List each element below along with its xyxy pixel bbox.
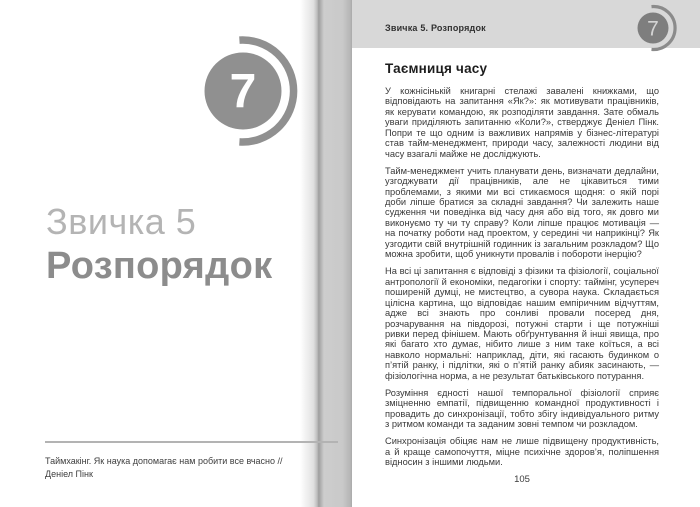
chapter-title: Розпорядок xyxy=(46,245,273,287)
source-credit-line2: Деніел Пінк xyxy=(45,469,93,479)
footer-divider xyxy=(45,441,338,443)
paragraph: Розуміння єдності нашої темпоральної фізіології сприяє зміцненню емпатії, підвищенню командної продуктивності і провадить до синхронізації, тобто збігу індивідуального ритму з ритмом команди та заданим зовні темпом чи розкладом. xyxy=(385,387,659,430)
chapter-label: Звичка 5 xyxy=(46,201,197,242)
paragraph: Синхронізація обіцяє нам не лише підвищену продуктивність, а й краще самопочуття, міцне психічне здоров’я, поліпшення відносин з іншими людьми. xyxy=(385,436,659,467)
left-page xyxy=(0,0,322,507)
chapter-badge-small-icon xyxy=(627,2,679,54)
paragraph: Тайм-менеджмент учить планувати день, визначати дедлайни, узгоджувати дії працівників, але не цікавиться тими проблемами, з якими ми всі стикаємося щодня: о якій порі доби ліпше братися за складні завдання? Чи залежить наше судження чи поведінка від часу дня або від того, як довго ми виконуємо ту чи ту справу? Коли ліпше працює мотивація — на початку роботи над проектом, у середині чи наприкінці? Як узгодити свій внутрішній годинник із загальним розкладом? Що можна зробити, щоб уникнути провалів і побороти інерцію? xyxy=(385,165,659,260)
paragraph: На всі ці запитання є відповіді з фізики та фізіології, соціальної антропології й економіки, педагогіки і спорту: таймінг, усупереч поширеній думці, не мистецтво, а сувора наука. Складається цілісна картина, що відповідає нашим емпіричним відчуттям, адже всі знають про сонливі провали посеред дня, розчарування на півдорозі, потужні старти і ще потужніші ривки перед фінішем. Мають обґрунтування й інші явища, про які багато хто думає, нібито лише з ним таке коїться, а всі навколо нормальні: наприклад, діти, які гасають будинком о п’ятій ранку, і підлітки, які о п’ятій ранку абияк засинають, — фізіологічна норма, а не результат батьківського потурання. xyxy=(385,266,659,381)
chapter-badge-icon xyxy=(182,30,304,152)
page-gutter-shadow xyxy=(300,0,352,507)
source-credit xyxy=(45,455,283,481)
badge-number: 7 xyxy=(647,17,659,41)
badge-number: 7 xyxy=(229,65,257,119)
section-title: Таємниця часу xyxy=(385,61,488,76)
chapter-heading xyxy=(46,200,272,288)
paragraph: У кожнісінькій книгарні стелажі завалені книжками, що відповідають на запитання «Як?»: як мотивувати працівників, як керувати командою, як розподіляти завдання. Зате обмаль уваги приділяють запитанню «Коли?», стверджує Деніел Пінк. Попри те що одним із важливих напрямів у бізнес-літературі став тайм-менеджмент, природи часу, залежності людини від часу взагалі майже не досліджують. xyxy=(385,86,659,159)
running-header: Звичка 5. Розпорядок xyxy=(385,23,486,33)
page-number: 105 xyxy=(514,474,530,485)
body-paragraphs xyxy=(385,86,659,474)
source-credit-line1: Таймхакінг. Як наука допомагає нам робити все вчасно // xyxy=(45,456,283,466)
